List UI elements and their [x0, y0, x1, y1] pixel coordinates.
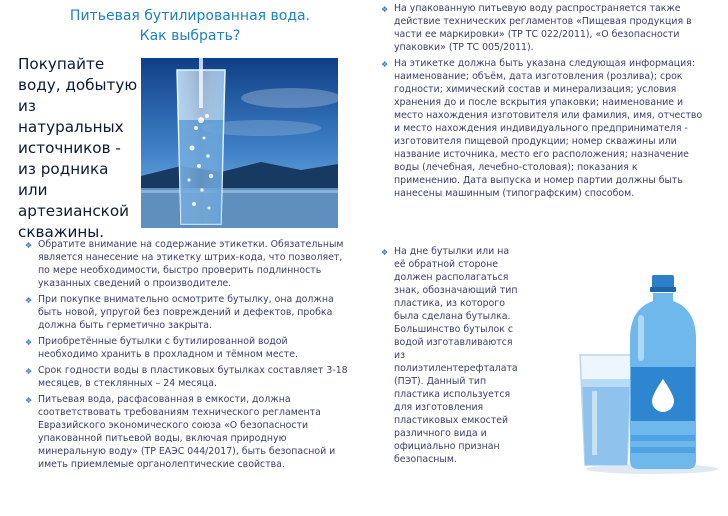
list-item: ❖ Питьевая вода, расфасованная в емкости, должна соответствовать требованиям технического регламента Евразийского экономического союза «О безопасности упакованной питьевой воды, включая природную минеральную воду» (ТР ЕАЭС 044/2017), быть безопасной и иметь приемлемые органолептические свойства. — [25, 394, 336, 470]
diamond-bullet-icon: ❖ — [25, 296, 33, 305]
diamond-bullet-icon: ❖ — [381, 248, 389, 257]
tips-list — [25, 238, 350, 474]
page-title — [40, 6, 340, 46]
title-line-2: Как выбрать? — [139, 28, 241, 44]
title-line-1: Питьевая бутилированная вода. — [69, 8, 311, 24]
diamond-bullet-icon: ❖ — [25, 367, 33, 376]
list-item: ❖ При покупке внимательно осмотрите бутылку, она должна быть новой, упругой без повреждений и дефектов, пробка должна быть герметично закрыта. — [25, 294, 334, 331]
list-item: ❖ Приобретённые бутылки с бутилированной водой необходимо хранить в прохладном и тёмном месте. — [25, 336, 298, 360]
diamond-bullet-icon: ❖ — [25, 241, 33, 250]
regulations-list — [381, 2, 706, 203]
list-item: ❖ Обратите внимание на содержание этикетки. Обязательным является нанесение на этикетку штрих-кода, что позволяет, по мере необходимости, быстро проверить подлинность указанных сведений о производителе. — [25, 239, 344, 289]
diamond-bullet-icon: ❖ — [25, 396, 33, 405]
diamond-bullet-icon: ❖ — [381, 60, 389, 69]
water-glass-photo — [141, 58, 338, 228]
diamond-bullet-icon: ❖ — [25, 338, 33, 347]
list-item: ❖ На упакованную питьевую воду распространяется также действие технических регламентов «Пищевая продукция в части ее маркировки» (ТР ТС 022/2011), «О безопасности упаковки» (ТР ТС 005/2011). — [381, 3, 692, 53]
lead-text: Покупайте воду, добытую из натуральных источников - из родника или артезианской скважины. — [18, 55, 138, 241]
bottle-marking-note: ❖ На дне бутылки или на её обратной стороне должен располагаться знак, обозначающий тип пластика, из которого была сделана бутылка. Большинство бутылок с водой изготавливаются из полиэтилентерефталата (ПЭТ). Данный тип пластика используется для изготовления пластиковых емкостей различного вида и официально признан безопасным. — [381, 246, 518, 465]
diamond-bullet-icon: ❖ — [381, 5, 389, 14]
bottle-and-glass-illustration — [570, 275, 720, 475]
list-item: ❖ На этикетке должна быть указана следующая информация: наименование; объём, дата изготовления (розлива); срок годности; химический состав и минерализация; условия хранения до и после вскрытия упаковки; наименование и место нахождения изготовителя или фамилия, имя, отчество и место нахождения индивидуального предпринимателя - изготовителя пищевой продукции; номер скважины или название источника, место его расположения; назначение воды (лечебная, лечебно-столовая); показания к применению. Дата выпуска и номер партии должны быть нанесены машинным (типографским) способом. — [381, 58, 703, 199]
list-item: ❖ Срок годности воды в пластиковых бутылках составляет 3-18 месяцев, в стеклянных – 24 месяца. — [25, 365, 348, 389]
